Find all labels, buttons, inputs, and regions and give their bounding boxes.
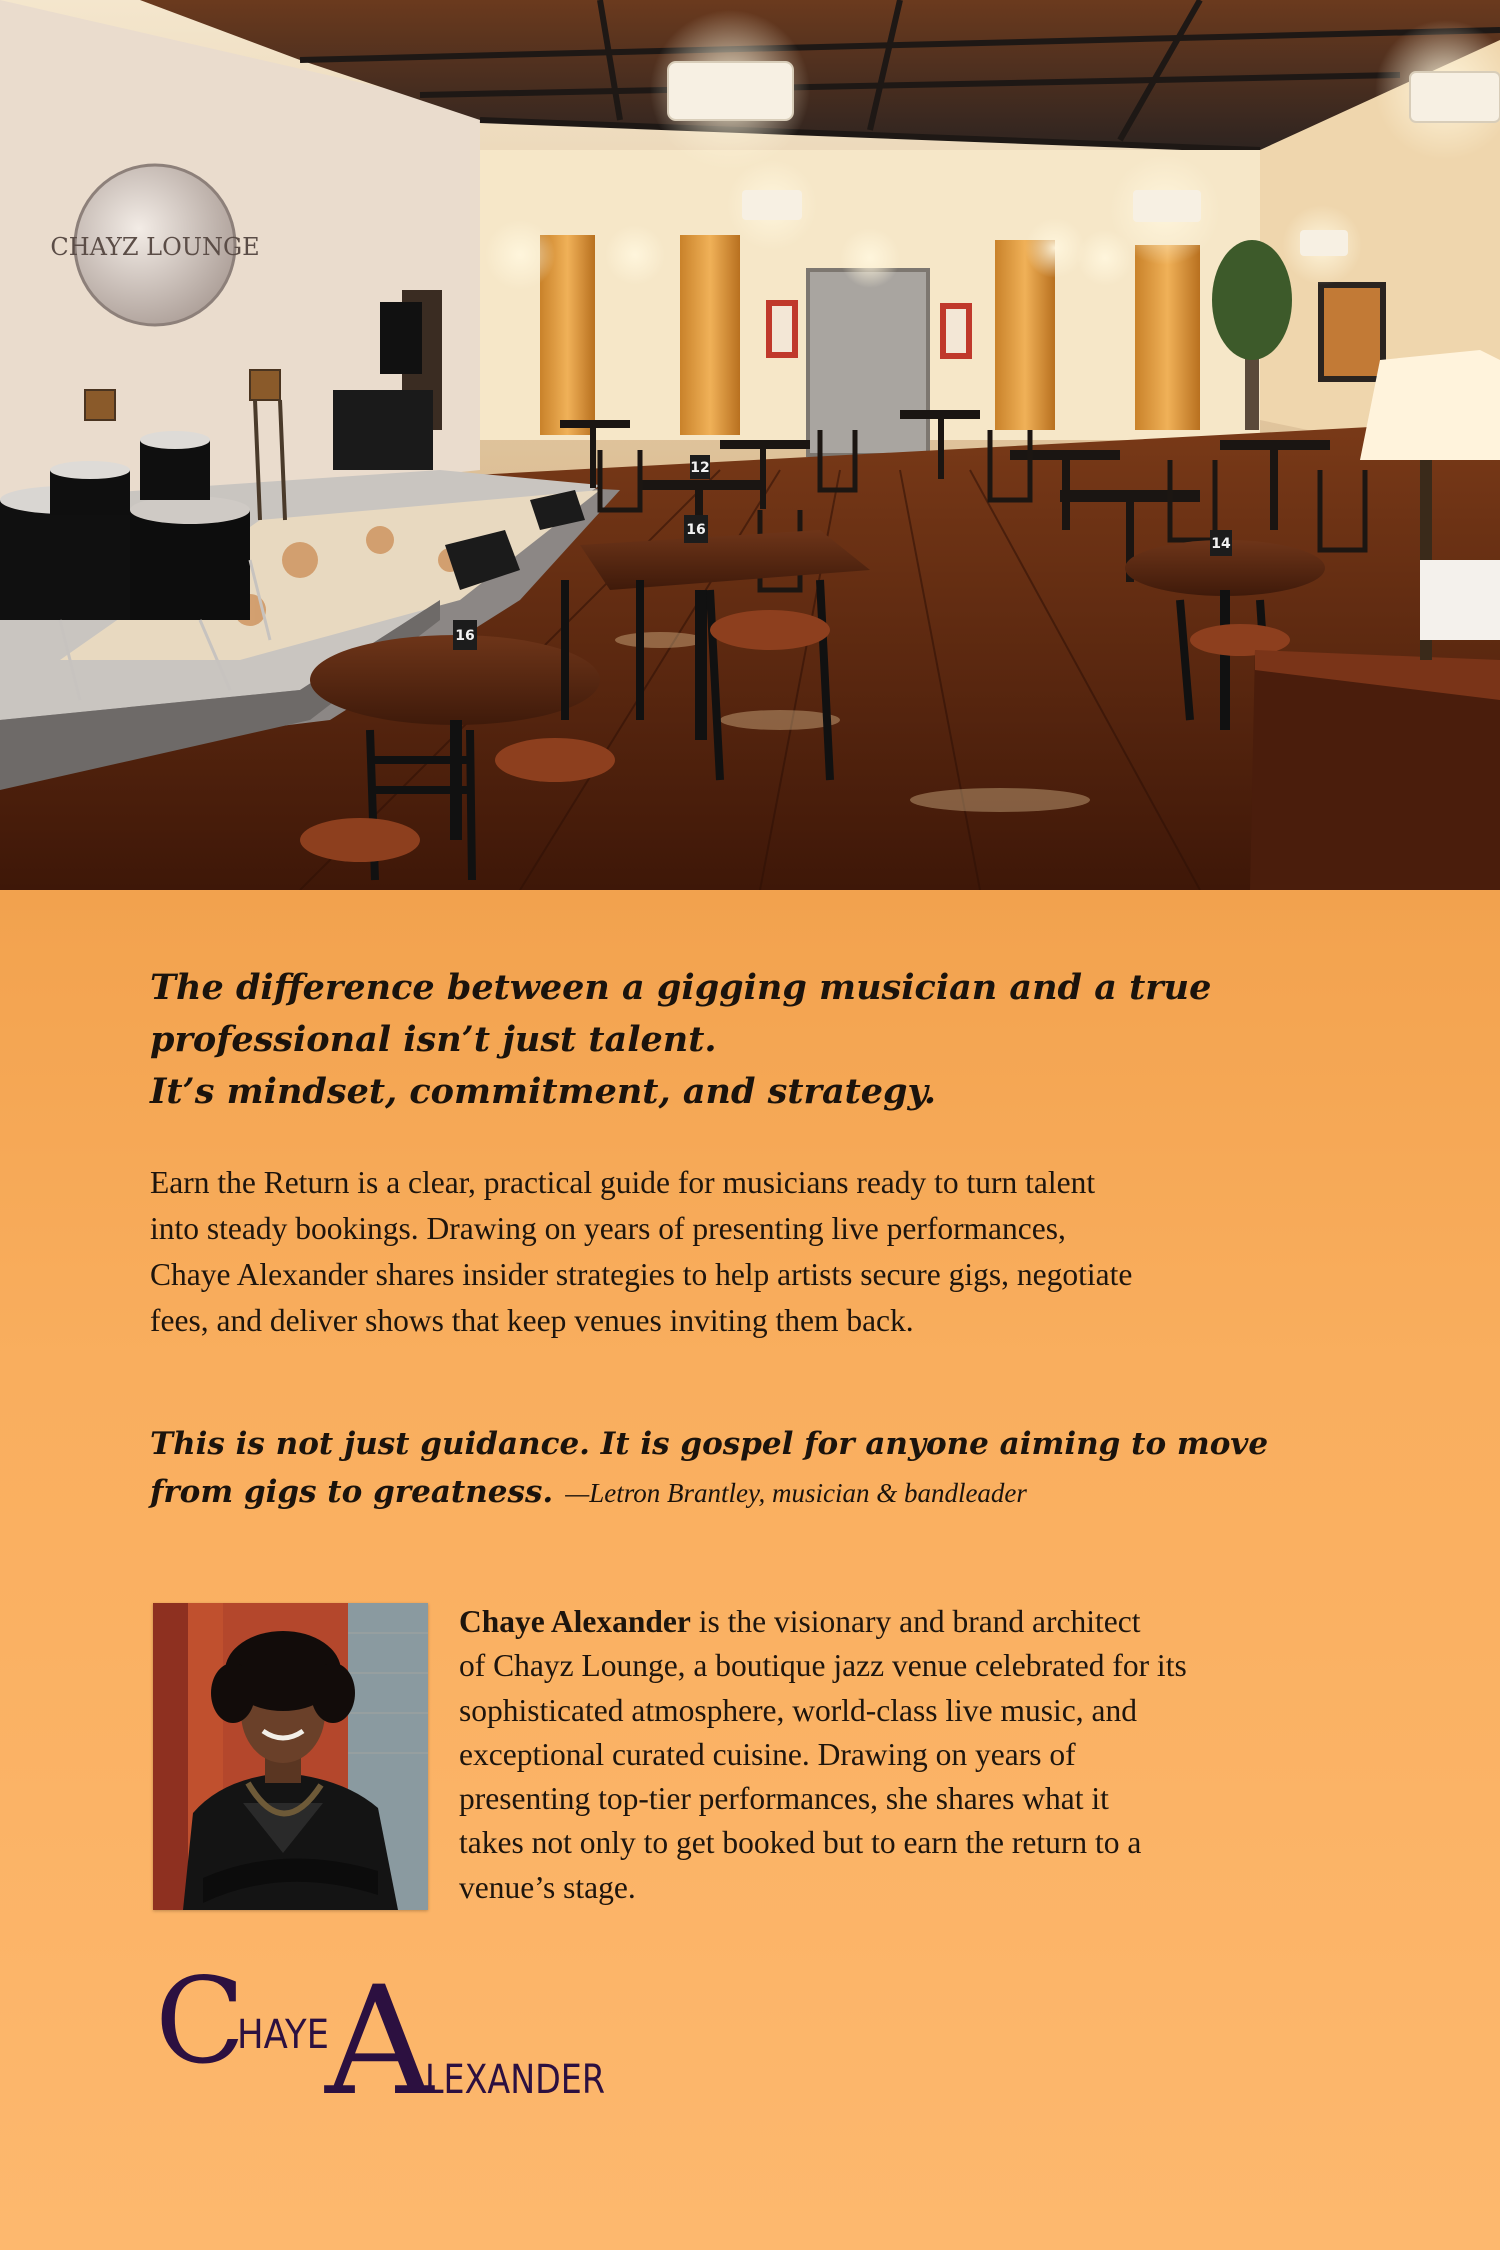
bio-line bbox=[459, 1600, 1389, 1644]
svg-text:12: 12 bbox=[690, 460, 710, 476]
headline-line: It’s mindset, commitment, and strategy. bbox=[150, 1071, 937, 1112]
bio-line: takes not only to get booked but to earn the return to a bbox=[459, 1825, 1142, 1861]
bio-line: exceptional curated cuisine. Drawing on years of bbox=[459, 1736, 1076, 1772]
quote-line: This is not just guidance. It is gospel for anyone aiming to move bbox=[150, 1426, 1269, 1462]
svg-text:16: 16 bbox=[686, 522, 706, 538]
headline-line: professional isn’t just talent. bbox=[150, 1019, 717, 1060]
svg-text:16: 16 bbox=[455, 628, 475, 644]
headline bbox=[150, 962, 1380, 1118]
bio-line: presenting top-tier performances, she shares what it bbox=[459, 1781, 1109, 1817]
author-signature-logo bbox=[155, 1960, 625, 2110]
lounge-sign-text: CHAYZ LOUNGE bbox=[50, 233, 260, 261]
quote-line-2 bbox=[150, 1468, 1390, 1517]
svg-text:A: A bbox=[325, 1960, 434, 2110]
description-line: into steady bookings. Drawing on years of presenting live performances, bbox=[150, 1211, 1066, 1246]
bio-line: venue’s stage. bbox=[459, 1869, 636, 1905]
bio-text: is the visionary and brand architect bbox=[690, 1604, 1141, 1639]
author-photo bbox=[153, 1603, 428, 1910]
description-line: Chaye Alexander shares insider strategies to help artists secure gigs, negotiate bbox=[150, 1257, 1133, 1292]
svg-text:LEXANDER: LEXANDER bbox=[425, 2057, 605, 2103]
book-description bbox=[150, 1160, 1370, 1344]
svg-text:14: 14 bbox=[1211, 536, 1231, 552]
description-line: Earn the Return is a clear, practical guide for musicians ready to turn talent bbox=[150, 1165, 1096, 1200]
bio-line: sophisticated atmosphere, world-class live music, and bbox=[459, 1692, 1137, 1728]
author-bio bbox=[459, 1600, 1389, 1910]
lounge-photo bbox=[0, 0, 1500, 890]
quote-text: from gigs to greatness. bbox=[150, 1474, 554, 1510]
headline-line: The difference between a gigging musician and a true bbox=[150, 967, 1212, 1008]
endorsement-quote bbox=[150, 1420, 1390, 1517]
bio-line: of Chayz Lounge, a boutique jazz venue celebrated for its bbox=[459, 1648, 1187, 1684]
svg-text:C: C bbox=[155, 1960, 246, 2090]
quote-attribution: —Letron Brantley, musician & bandleader bbox=[565, 1478, 1027, 1508]
description-line: fees, and deliver shows that keep venues inviting them back. bbox=[150, 1303, 914, 1338]
svg-text:HAYE: HAYE bbox=[237, 2012, 329, 2058]
author-name: Chaye Alexander bbox=[459, 1604, 691, 1639]
